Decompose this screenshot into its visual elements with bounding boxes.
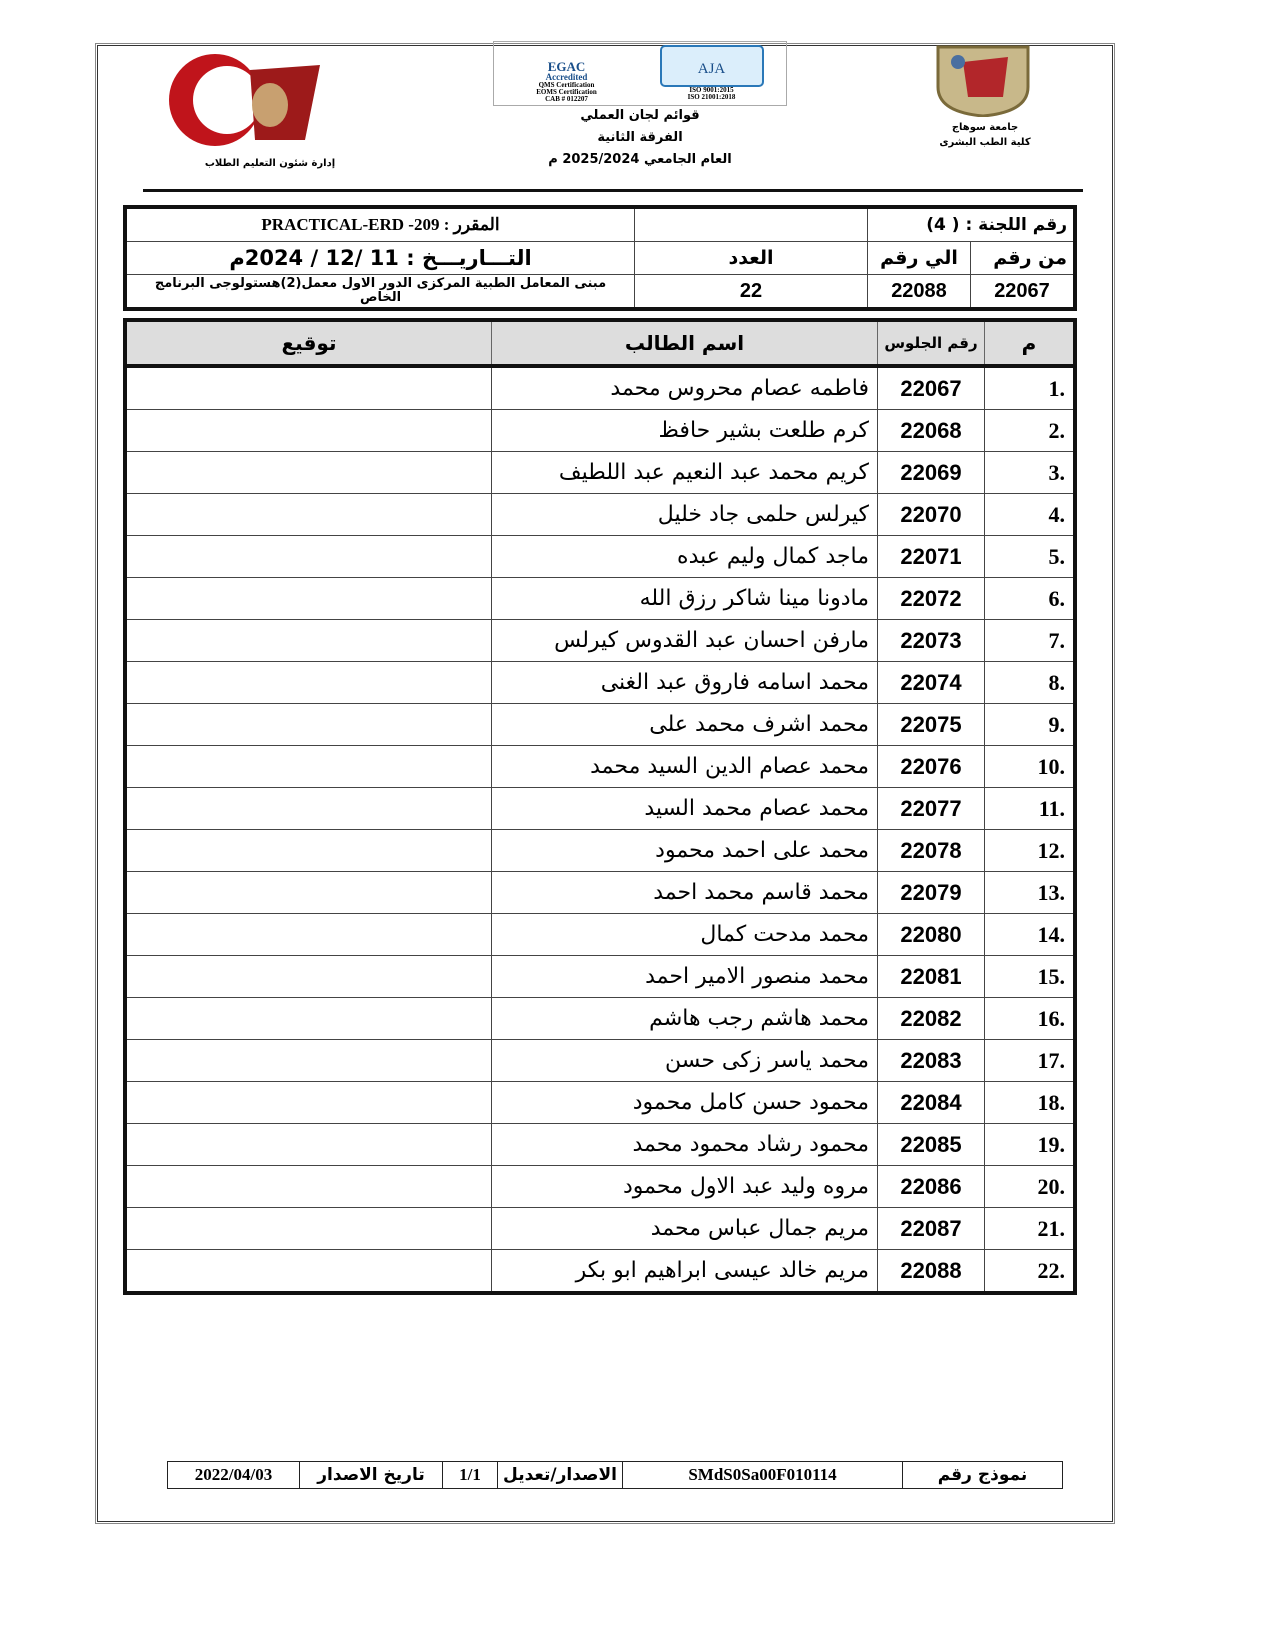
table-row <box>125 536 1075 578</box>
egac-logo: EGAC <box>547 59 586 74</box>
seat-number: 22088 <box>878 1250 985 1294</box>
signature-cell <box>125 704 492 746</box>
committee-number: رقم اللجنة : ( 4) <box>868 207 1076 242</box>
seat-number: 22079 <box>878 872 985 914</box>
student-name: مريم خالد عيسى ابراهيم ابو بكر <box>492 1250 878 1294</box>
signature-cell <box>125 452 492 494</box>
seat-number: 22087 <box>878 1208 985 1250</box>
seat-number: 22085 <box>878 1124 985 1166</box>
signature-cell <box>125 1082 492 1124</box>
table-row <box>125 410 1075 452</box>
signature-cell <box>125 998 492 1040</box>
seat-number: 22069 <box>878 452 985 494</box>
signature-cell <box>125 746 492 788</box>
accreditation-logos <box>493 41 787 106</box>
signature-cell <box>125 914 492 956</box>
student-name: محمد على احمد محمود <box>492 830 878 872</box>
student-name: محمد اسامه فاروق عبد الغنى <box>492 662 878 704</box>
seat-number: 22080 <box>878 914 985 956</box>
signature-cell <box>125 956 492 998</box>
seat-number: 22071 <box>878 536 985 578</box>
row-index: .1 <box>985 366 1076 410</box>
row-index: .8 <box>985 662 1076 704</box>
table-row <box>125 998 1075 1040</box>
to-value: 22088 <box>868 275 971 310</box>
signature-cell <box>125 1250 492 1294</box>
iso2-text: ISO 21001:2018 <box>687 93 736 101</box>
row-index: .20 <box>985 1166 1076 1208</box>
row-index: .22 <box>985 1250 1076 1294</box>
revision-label: الاصدار/تعديل <box>498 1462 623 1489</box>
signature-cell <box>125 410 492 452</box>
student-name: محمد اشرف محمد على <box>492 704 878 746</box>
student-name: محمد مدحت كمال <box>492 914 878 956</box>
right-caption-1: جامعة سوهاج <box>951 122 1019 133</box>
seat-number: 22077 <box>878 788 985 830</box>
signature-cell <box>125 662 492 704</box>
signature-cell <box>125 1166 492 1208</box>
student-name: كريم محمد عبد النعيم عبد اللطيف <box>492 452 878 494</box>
row-index: .2 <box>985 410 1076 452</box>
form-label: نموذج رقم <box>903 1462 1063 1489</box>
table-row <box>125 872 1075 914</box>
student-name: محمد عصام الدين السيد محمد <box>492 746 878 788</box>
signature-cell <box>125 1040 492 1082</box>
student-name: ماجد كمال وليم عبده <box>492 536 878 578</box>
left-caption: إدارة شئون التعليم الطلاب <box>204 158 336 169</box>
student-name: محمود رشاد محمود محمد <box>492 1124 878 1166</box>
count-value: 22 <box>635 275 868 310</box>
iso1-text: ISO 9001:2015 <box>689 86 734 94</box>
row-index: .21 <box>985 1208 1076 1250</box>
exam-date: التـــاريـــخ : 11 /12 / 2024م <box>125 242 635 275</box>
signature-cell <box>125 872 492 914</box>
row-index: .18 <box>985 1082 1076 1124</box>
signature-cell <box>125 788 492 830</box>
row-index: .5 <box>985 536 1076 578</box>
table-row <box>125 1082 1075 1124</box>
location: مبنى المعامل الطبية المركزى الدور الاول معمل(2)هستولوجى البرنامج الخاص <box>125 275 635 310</box>
seat-number: 22075 <box>878 704 985 746</box>
signature-cell <box>125 494 492 536</box>
form-footer <box>167 1461 1063 1489</box>
student-name: محمد قاسم محمد احمد <box>492 872 878 914</box>
signature-cell <box>125 1124 492 1166</box>
seat-number: 22073 <box>878 620 985 662</box>
table-row <box>125 1124 1075 1166</box>
seat-number: 22083 <box>878 1040 985 1082</box>
committee-info-table <box>123 205 1077 311</box>
row-index: .9 <box>985 704 1076 746</box>
table-row <box>125 788 1075 830</box>
seat-number: 22067 <box>878 366 985 410</box>
aja-logo: AJA <box>660 45 764 87</box>
eoms-text: EOMS Certification <box>536 88 597 96</box>
student-name: فاطمه عصام محروس محمد <box>492 366 878 410</box>
form-code: SMdS0Sa00F010114 <box>623 1462 903 1489</box>
row-index: .7 <box>985 620 1076 662</box>
seat-number: 22081 <box>878 956 985 998</box>
row-index: .19 <box>985 1124 1076 1166</box>
row-index: .3 <box>985 452 1076 494</box>
signature-cell <box>125 536 492 578</box>
table-row <box>125 1208 1075 1250</box>
row-index: .4 <box>985 494 1076 536</box>
row-index: .15 <box>985 956 1076 998</box>
row-index: .11 <box>985 788 1076 830</box>
table-row <box>125 1040 1075 1082</box>
egac-sub: Accredited <box>545 72 588 82</box>
seat-number: 22076 <box>878 746 985 788</box>
col-seat: رقم الجلوس <box>878 320 985 366</box>
issue-date-value: 2022/04/03 <box>168 1462 300 1489</box>
signature-cell <box>125 366 492 410</box>
from-value: 22067 <box>971 275 1076 310</box>
signature-cell <box>125 1208 492 1250</box>
seat-number: 22084 <box>878 1082 985 1124</box>
signature-cell <box>125 578 492 620</box>
seat-number: 22082 <box>878 998 985 1040</box>
row-index: .17 <box>985 1040 1076 1082</box>
university-seal <box>928 42 1038 117</box>
from-label: من رقم <box>971 242 1076 275</box>
col-signature: توقيع <box>125 320 492 366</box>
table-row <box>125 830 1075 872</box>
issue-date-label: تاريخ الاصدار <box>300 1462 443 1489</box>
student-name: مروه وليد عبد الاول محمود <box>492 1166 878 1208</box>
cab-text: CAB # 012207 <box>545 95 588 103</box>
table-row <box>125 662 1075 704</box>
seat-number: 22074 <box>878 662 985 704</box>
table-row <box>125 366 1075 410</box>
seat-number: 22072 <box>878 578 985 620</box>
seat-number: 22068 <box>878 410 985 452</box>
table-row <box>125 956 1075 998</box>
student-name: مارفن احسان عبد القدوس كيرلس <box>492 620 878 662</box>
table-row <box>125 620 1075 662</box>
row-index: .13 <box>985 872 1076 914</box>
right-caption-2: كلية الطب البشرى <box>939 137 1031 148</box>
row-index: .12 <box>985 830 1076 872</box>
row-index: .6 <box>985 578 1076 620</box>
student-name: محمد عصام محمد السيد <box>492 788 878 830</box>
student-name: محمد هاشم رجب هاشم <box>492 998 878 1040</box>
student-name: كيرلس حلمى جاد خليل <box>492 494 878 536</box>
table-row <box>125 1166 1075 1208</box>
seat-number: 22086 <box>878 1166 985 1208</box>
student-name: مادونا مينا شاكر رزق الله <box>492 578 878 620</box>
col-name: اسم الطالب <box>492 320 878 366</box>
student-name: كرم طلعت بشير حافظ <box>492 410 878 452</box>
signature-cell <box>125 620 492 662</box>
title-3: العام الجامعي 2025/2024 م <box>548 152 732 167</box>
to-label: الي رقم <box>868 242 971 275</box>
signature-cell <box>125 830 492 872</box>
count-label: العدد <box>635 242 868 275</box>
title-2: الفرقة الثانية <box>597 130 683 145</box>
course: المقرر : 209- PRACTICAL-ERD <box>125 207 635 242</box>
student-name: محمد منصور الامير احمد <box>492 956 878 998</box>
table-row <box>125 494 1075 536</box>
student-name: محمد ياسر زكى حسن <box>492 1040 878 1082</box>
table-row <box>125 452 1075 494</box>
faculty-logo <box>155 50 330 150</box>
title-1: قوائم لجان العملي <box>580 108 700 123</box>
student-name: محمود حسن كامل محمود <box>492 1082 878 1124</box>
students-table <box>123 318 1077 1295</box>
seat-number: 22070 <box>878 494 985 536</box>
row-index: .10 <box>985 746 1076 788</box>
table-row <box>125 914 1075 956</box>
table-row <box>125 746 1075 788</box>
col-index: م <box>985 320 1076 366</box>
row-index: .16 <box>985 998 1076 1040</box>
row-index: .14 <box>985 914 1076 956</box>
header-divider <box>143 189 1083 192</box>
student-name: مريم جمال عباس محمد <box>492 1208 878 1250</box>
seat-number: 22078 <box>878 830 985 872</box>
table-row <box>125 578 1075 620</box>
table-row <box>125 1250 1075 1294</box>
revision-value: 1/1 <box>443 1462 498 1489</box>
qms-text: QMS Certification <box>538 81 595 89</box>
table-row <box>125 704 1075 746</box>
